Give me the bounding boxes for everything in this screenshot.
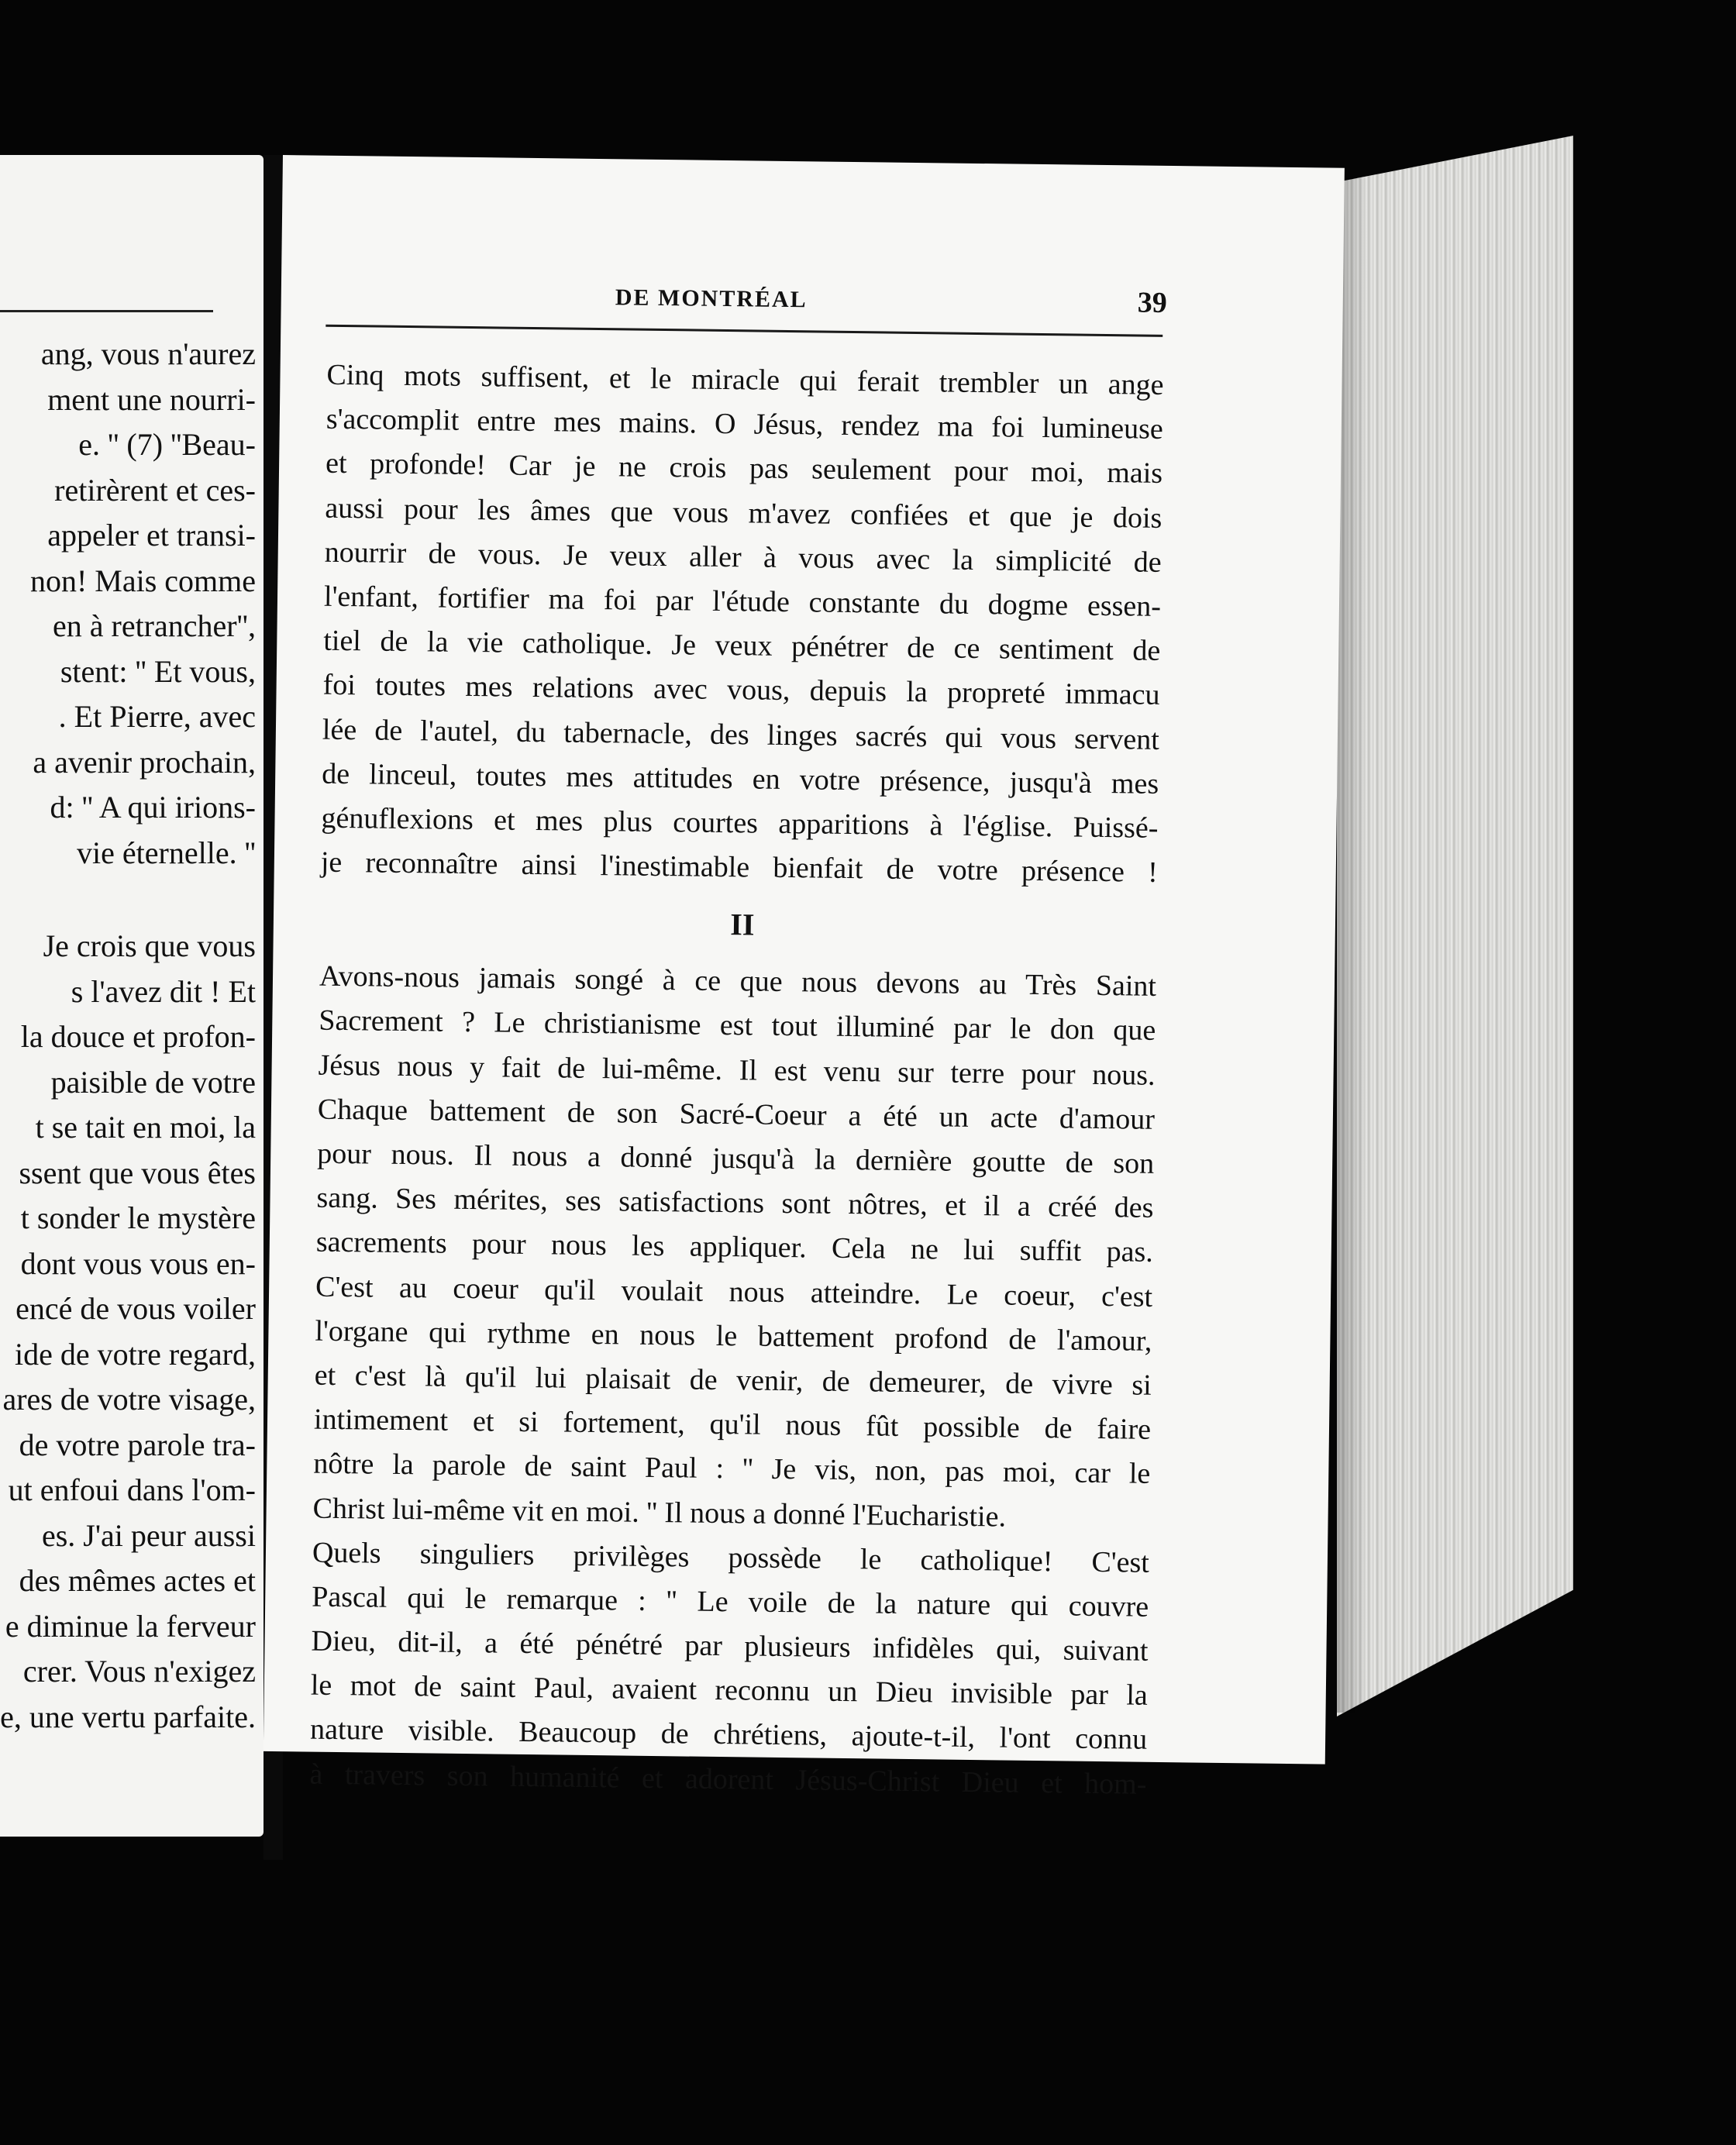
left-line: ment une nourri- — [47, 381, 256, 417]
text-line: sang. Ses mérites, ses satisfactions sont nôtres, et il a créé des — [316, 1181, 1154, 1225]
text-line: de linceul, toutes mes attitudes en votre présence, jusqu'à mes — [321, 757, 1159, 801]
text-line: nature visible. Beaucoup de chrétiens, ajoute-t-il, l'ont connu — [309, 1713, 1148, 1757]
left-line: paisible de votre — [50, 1064, 256, 1100]
paragraph — [309, 1530, 1149, 1806]
text-line: lée de l'autel, du tabernacle, des linges sacrés qui vous servent — [322, 713, 1160, 756]
text-line: et c'est là qu'il lui plaisait de venir, de demeurer, de vivre si — [314, 1358, 1152, 1402]
body-text — [309, 353, 1164, 1807]
text-line: Jésus nous y fait de lui-même. Il est venu sur terre pour nous. — [318, 1048, 1156, 1092]
left-paragraph-gap — [0, 876, 256, 924]
left-line: es. J'ai peur aussi — [41, 1517, 256, 1553]
text-line: l'enfant, fortifier ma foi par l'étude constante du dogme essen- — [323, 580, 1162, 623]
paragraph — [312, 955, 1156, 1541]
left-line: ut enfoui dans l'om- — [8, 1472, 256, 1507]
left-line: s l'avez dit ! Et — [71, 973, 256, 1009]
left-line: retirèrent et ces- — [54, 472, 256, 508]
left-page-text — [0, 332, 256, 1740]
left-line: ssent que vous êtes — [19, 1155, 256, 1190]
text-line: à travers son humanité et adorent Jésus-Christ Dieu et hom- — [309, 1758, 1147, 1801]
text-line: intimement et si fortement, qu'il nous fût possible de faire — [313, 1403, 1152, 1446]
left-line: Je crois que vous — [43, 928, 256, 963]
text-line: foi toutes mes relations avec vous, depuis la propreté immacu — [322, 668, 1160, 712]
head-rule — [326, 325, 1162, 337]
left-line: e, une vertu parfaite. — [0, 1699, 256, 1734]
text-line: Pascal qui le remarque : '' Le voile de la nature qui couvre — [312, 1580, 1149, 1623]
left-line: stent: '' Et vous, — [60, 653, 256, 689]
left-line: . Et Pierre, avec — [58, 699, 256, 734]
text-line: s'accomplit entre mes mains. O Jésus, rendez ma foi lumineuse — [326, 402, 1164, 446]
left-line: e diminue la ferveur — [5, 1608, 256, 1644]
text-line: Dieu, dit-il, a été pénétré par plusieurs infidèles qui, suivant — [311, 1624, 1149, 1668]
page-number: 39 — [1137, 286, 1168, 319]
text-line: Christ lui-même vit en moi. '' Il nous a donné l'Eucharistie. — [312, 1492, 1007, 1534]
text-line: et profonde! Car je ne crois pas seulement pour moi, mais — [325, 447, 1163, 491]
text-line: nôtre la parole de saint Paul : '' Je vis, non, pas moi, car le — [313, 1447, 1151, 1491]
left-line: de votre parole tra- — [19, 1427, 256, 1462]
left-line: ang, vous n'aurez — [40, 336, 256, 371]
left-line: crer. Vous n'exigez — [22, 1654, 256, 1689]
text-line: aussi pour les âmes que vous m'avez confiées et que je dois — [325, 491, 1162, 535]
left-line: vie éternelle. '' — [77, 835, 256, 870]
left-line: d: '' A qui irions- — [50, 790, 256, 825]
running-head: DE MONTRÉAL — [615, 284, 808, 313]
left-line: ide de votre regard, — [15, 1336, 256, 1372]
text-line: Avons-nous jamais songé à ce que nous devons au Très Saint — [319, 959, 1157, 1004]
left-line: appeler et transi- — [47, 518, 256, 553]
text-line: tiel de la vie catholique. Je veux pénétrer de ce sentiment de — [323, 624, 1161, 668]
left-line: la douce et profon- — [20, 1019, 256, 1054]
page-edges — [1337, 136, 1573, 1716]
text-line: pour nous. Il nous a donné jusqu'à la dernière goutte de son — [317, 1137, 1155, 1180]
text-line: Quels singuliers privilèges possède le catholique! C'est — [312, 1536, 1150, 1579]
text-line: Sacrement ? Le christianisme est tout illuminé par le don que — [319, 1004, 1156, 1048]
left-line: t sonder le mystère — [20, 1200, 256, 1235]
left-line: a avenir prochain, — [33, 744, 256, 780]
left-line: en à retrancher'', — [52, 608, 256, 643]
left-line: non! Mais comme — [29, 563, 256, 598]
left-line: t se tait en moi, la — [35, 1110, 256, 1145]
text-line: l'organe qui rythme en nous le battement profond de l'amour, — [315, 1314, 1152, 1358]
left-line: e. '' (7) ''Beau- — [78, 427, 256, 462]
text-line: Chaque battement de son Sacré-Coeur a été un acte d'amour — [317, 1093, 1156, 1136]
section-number: II — [730, 907, 755, 942]
paragraph — [320, 353, 1163, 895]
right-page — [264, 155, 1345, 1801]
left-page — [0, 155, 264, 1837]
text-line: génuflexions et mes plus courtes apparitions à l'église. Puissé- — [321, 801, 1159, 845]
left-head-rule — [0, 310, 213, 312]
left-line: encé de vous voiler — [16, 1291, 256, 1326]
text-line: sacrements pour nous les appliquer. Cela ne lui suffit pas. — [315, 1226, 1154, 1269]
text-line: nourrir de vous. Je veux aller à vous avec la simplicité de — [324, 535, 1162, 579]
text-line: le mot de saint Paul, avaient reconnu un Dieu invisible par la — [310, 1668, 1149, 1713]
text-line: C'est au coeur qu'il voulait nous atteindre. Le coeur, c'est — [315, 1270, 1153, 1314]
left-line: ares de votre visage, — [2, 1382, 256, 1417]
text-line: Cinq mots suffisent, et le miracle qui ferait trembler un ange — [326, 358, 1164, 401]
left-line: dont vous vous en- — [20, 1245, 256, 1281]
left-line: des mêmes actes et — [19, 1563, 256, 1598]
text-line: je reconnaître ainsi l'inestimable bienfait de votre présence ! — [320, 845, 1159, 889]
